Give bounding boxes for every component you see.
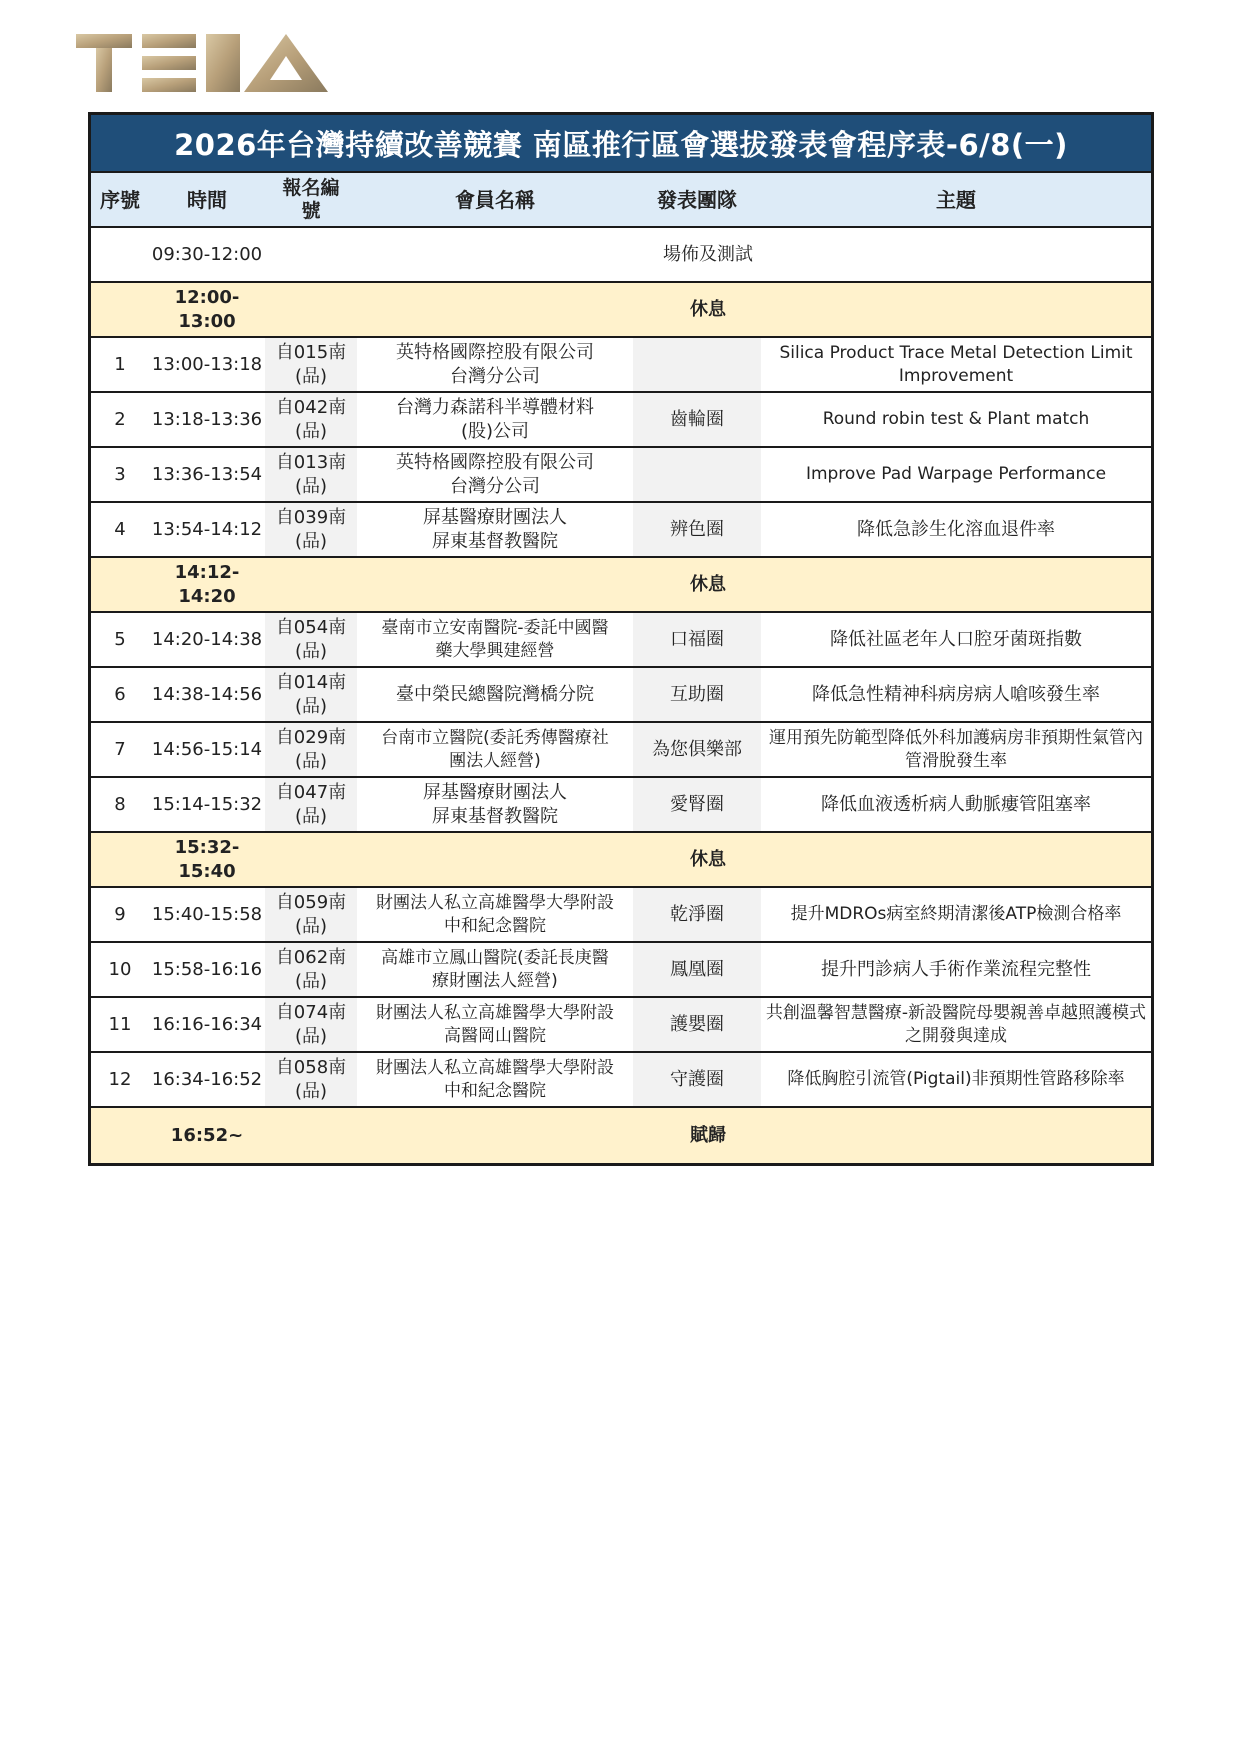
row-member [357,1053,633,1106]
row-member [357,888,633,941]
row-code-line2: (品) [294,640,328,662]
break-row-1 [91,283,1151,338]
row-team: 愛腎圈 [633,778,761,831]
schedule-title: 2026年台灣持續改善競賽 南區推行區會選拔發表會程序表-6/8(一) [91,115,1151,173]
row-code [265,338,357,391]
header-code-line2: 號 [301,199,321,222]
row-code-line1: 自039南 [275,507,347,529]
row-member-line1: 台南市立醫院(委託秀傳醫療社 [381,728,609,749]
row-time: 14:20-14:38 [151,628,263,650]
table-row [91,943,1151,998]
row-code-line1: 自058南 [275,1057,347,1079]
table-row [91,1053,1151,1108]
row-member [357,778,633,831]
row-member-line2: (股)公司 [460,420,530,442]
row-member-line1: 英特格國際控股有限公司 [396,452,594,474]
table-row [91,613,1151,668]
row-member-line2: 高醫岡山醫院 [444,1025,546,1046]
row-no: 9 [114,903,126,925]
row-time: 14:56-15:14 [151,738,263,760]
row-member [357,723,633,776]
row-code [265,998,357,1051]
row-team: 護嬰圈 [633,998,761,1051]
break-time: 12:00-13:00 [174,287,240,332]
row-no: 2 [114,408,126,430]
row-member [357,448,633,501]
row-code [265,613,357,666]
row-member-line2: 團法人經營) [449,750,541,771]
row-member [357,503,633,556]
table-header-row [91,173,1151,228]
row-member-line1: 臺中榮民總醫院灣橋分院 [396,683,594,705]
row-topic: Silica Product Trace Metal Detection Limit Improvement [779,343,1133,386]
row-member-line1: 財團法人私立高雄醫學大學附設 [376,1058,614,1079]
row-code [265,888,357,941]
row-time: 15:40-15:58 [151,903,263,925]
row-topic: 提升門診病人手術作業流程完整性 [821,958,1091,980]
row-team: 齒輪圈 [633,393,761,446]
row-member-line1: 英特格國際控股有限公司 [396,342,594,364]
table-row [91,448,1151,503]
row-code-line1: 自015南 [275,342,347,364]
row-code-line2: (品) [294,695,328,717]
row-team: 口福圈 [633,613,761,666]
break-time: 14:12-14:20 [174,562,240,607]
row-time: 13:18-13:36 [151,408,263,430]
closing-time: 16:52~ [170,1124,244,1146]
row-member [357,998,633,1051]
header-code-line1: 報名編 [282,176,340,199]
row-time: 13:36-13:54 [151,463,263,485]
row-topic: 運用預先防範型降低外科加護病房非預期性氣管內管滑脫發生率 [769,728,1143,771]
row-code-line2: (品) [294,420,328,442]
row-topic: 降低急診生化溶血退件率 [857,518,1055,540]
setup-time: 09:30-12:00 [151,243,263,265]
table-row [91,668,1151,723]
row-code-line2: (品) [294,915,328,937]
row-code-line1: 自029南 [275,727,347,749]
row-topic: Round robin test & Plant match [822,409,1090,430]
break-label: 休息 [690,298,726,320]
table-row [91,393,1151,448]
row-member-line1: 屏基醫療財團法人 [423,782,567,804]
table-row [91,338,1151,393]
table-row [91,503,1151,558]
row-code-line1: 自059南 [275,892,347,914]
row-team [633,338,761,391]
row-code-line2: (品) [294,1080,328,1102]
row-member-line2: 屏東基督教醫院 [432,530,558,552]
row-topic: 提升MDROs病室終期清潔後ATP檢測合格率 [790,904,1122,925]
row-member [357,338,633,391]
row-member-line1: 財團法人私立高雄醫學大學附設 [376,1003,614,1024]
row-no: 3 [114,463,126,485]
row-no: 11 [108,1013,132,1035]
row-code-line2: (品) [294,750,328,772]
row-code-line1: 自042南 [275,397,347,419]
break-row-2 [91,558,1151,613]
row-no: 6 [114,683,126,705]
row-team: 辨色圈 [633,503,761,556]
row-time: 13:54-14:12 [151,518,263,540]
row-code-line1: 自047南 [275,782,347,804]
row-time: 16:16-16:34 [151,1013,263,1035]
closing-row [91,1108,1151,1163]
header-topic: 主題 [936,187,976,212]
row-no: 10 [108,958,132,980]
row-code-line1: 自054南 [275,617,347,639]
row-member [357,668,633,721]
row-code-line1: 自014南 [275,672,347,694]
row-code [265,448,357,501]
row-time: 15:58-16:16 [151,958,263,980]
break-row-3 [91,833,1151,888]
row-time: 13:00-13:18 [151,353,263,375]
row-code-line1: 自062南 [275,947,347,969]
row-code [265,1053,357,1106]
table-row [91,998,1151,1053]
row-code [265,778,357,831]
break-label: 休息 [690,573,726,595]
table-row [91,723,1151,778]
row-no: 1 [114,353,126,375]
row-topic: Improve Pad Warpage Performance [805,464,1107,485]
tcia-logo [76,34,328,92]
setup-row [91,228,1151,283]
row-code-line2: (品) [294,970,328,992]
row-time: 15:14-15:32 [151,793,263,815]
row-member-line2: 中和紀念醫院 [444,915,546,936]
header-code [265,173,357,226]
row-code-line1: 自074南 [275,1002,347,1024]
row-code-line2: (品) [294,365,328,387]
row-team: 互助圈 [633,668,761,721]
row-team: 守護圈 [633,1053,761,1106]
row-member-line1: 臺南市立安南醫院-委託中國醫 [381,618,609,639]
row-team [633,448,761,501]
row-code-line2: (品) [294,1025,328,1047]
row-code [265,393,357,446]
row-topic: 降低血液透析病人動脈瘻管阻塞率 [821,793,1091,815]
header-no: 序號 [100,187,140,212]
row-member-line2: 藥大學興建經營 [435,640,555,661]
row-code-line1: 自013南 [275,452,347,474]
row-time: 16:34-16:52 [151,1068,263,1090]
table-row [91,888,1151,943]
row-member-line1: 財團法人私立高雄醫學大學附設 [376,893,614,914]
row-no: 5 [114,628,126,650]
row-code-line2: (品) [294,530,328,552]
setup-label: 場佈及測試 [663,243,753,265]
schedule-table [88,112,1154,1166]
header-team: 發表團隊 [657,187,737,212]
row-member-line2: 台灣分公司 [450,365,540,387]
row-no: 8 [114,793,126,815]
row-team: 為您俱樂部 [633,723,761,776]
row-code [265,723,357,776]
closing-label: 賦歸 [690,1124,726,1146]
row-topic: 降低急性精神科病房病人嗆咳發生率 [812,683,1100,705]
row-code [265,668,357,721]
row-no: 4 [114,518,126,540]
row-member [357,943,633,996]
row-member-line2: 屏東基督教醫院 [432,805,558,827]
row-topic: 降低社區老年人口腔牙菌斑指數 [830,628,1082,650]
row-member [357,613,633,666]
row-code-line2: (品) [294,805,328,827]
row-member-line2: 台灣分公司 [450,475,540,497]
row-topic: 共創溫馨智慧醫療-新設醫院母嬰親善卓越照護模式之開發與達成 [765,1003,1147,1046]
row-code-line2: (品) [294,475,328,497]
row-code [265,503,357,556]
row-member-line2: 療財團法人經營) [432,970,558,991]
break-label: 休息 [690,848,726,870]
row-no: 7 [114,738,126,760]
row-topic: 降低胸腔引流管(Pigtail)非預期性管路移除率 [787,1069,1125,1090]
header-member: 會員名稱 [455,187,535,212]
break-time: 15:32-15:40 [174,837,240,882]
row-member [357,393,633,446]
row-member-line1: 屏基醫療財團法人 [423,507,567,529]
row-no: 12 [108,1068,132,1090]
header-time: 時間 [187,187,227,212]
row-team: 鳳凰圈 [633,943,761,996]
row-code [265,943,357,996]
row-member-line2: 中和紀念醫院 [444,1080,546,1101]
row-team: 乾淨圈 [633,888,761,941]
row-time: 14:38-14:56 [151,683,263,705]
table-row [91,778,1151,833]
row-member-line1: 高雄市立鳳山醫院(委託長庚醫 [381,948,609,969]
row-member-line1: 台灣力森諾科半導體材料 [396,397,594,419]
